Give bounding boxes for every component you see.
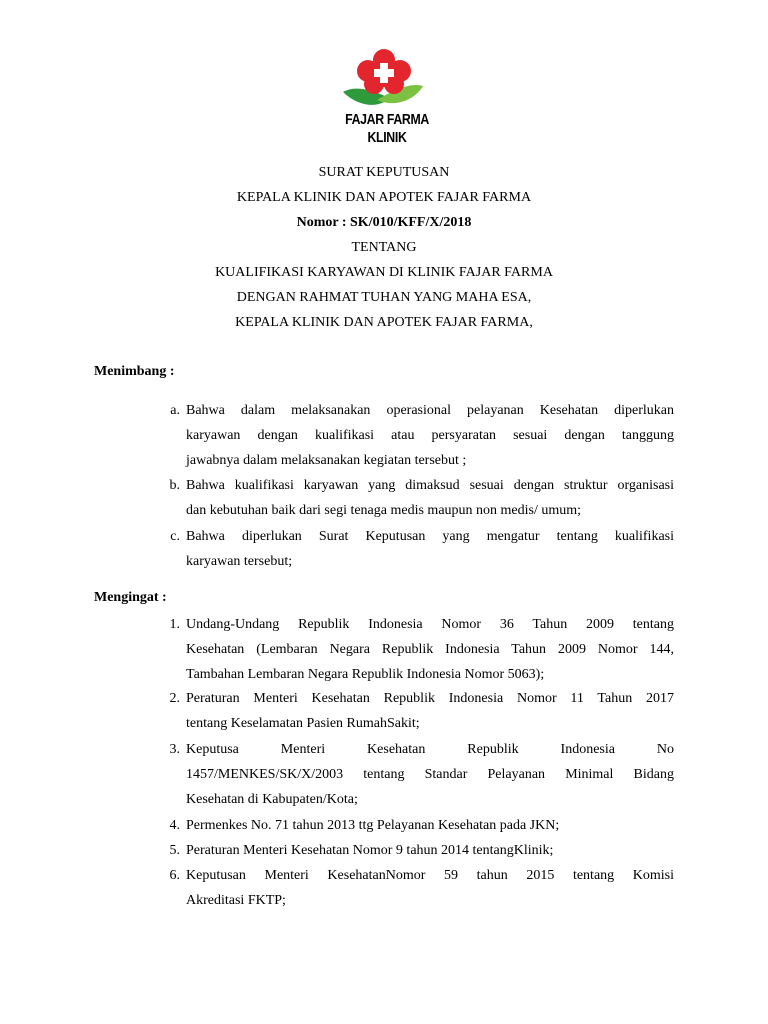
mengingat-item-text-line: Permenkes No. 71 tahun 2013 ttg Pelayanan Kesehatan pada JKN; (186, 818, 560, 833)
menimbang-item-marker: c. (170, 529, 180, 544)
menimbang-item-marker: b. (169, 478, 180, 493)
mengingat-item-marker: 2. (169, 691, 180, 706)
mengingat-item-text-line: Undang-Undang Republik Indonesia Nomor 36 Tahun 2009 tentang (186, 617, 674, 632)
header-number: Nomor : SK/010/KFF/X/2018 (296, 215, 472, 230)
mengingat-item-text-line: Kesehatan (Lembaran Negara Republik Indonesia Tahun 2009 Nomor 144, (186, 642, 674, 657)
mengingat-item-marker: 4. (169, 818, 180, 833)
header-invocation: DENGAN RAHMAT TUHAN YANG MAHA ESA, (236, 290, 532, 305)
mengingat-item-text-line: Tambahan Lembaran Negara Republik Indonesia Nomor 5063); (186, 667, 545, 682)
menimbang-label: Menimbang : (94, 364, 175, 379)
logo-brand-subtitle: KLINIK (367, 129, 407, 146)
mengingat-item-marker: 1. (169, 617, 180, 632)
mengingat-item-text-line: Kesehatan di Kabupaten/Kota; (186, 792, 358, 807)
header-issuer-repeat: KEPALA KLINIK DAN APOTEK FAJAR FARMA, (235, 315, 533, 330)
header-tentang: TENTANG (351, 240, 417, 255)
mengingat-item-text-line: Keputusan Menteri KesehatanNomor 59 tahun 2015 tentang Komisi (186, 868, 674, 883)
menimbang-item-marker: a. (170, 403, 180, 418)
mengingat-item-text-line: 1457/MENKES/SK/X/2003 tentang Standar Pelayanan Minimal Bidang (186, 767, 674, 782)
mengingat-item-text-line: Peraturan Menteri Kesehatan Republik Indonesia Nomor 11 Tahun 2017 (186, 691, 674, 706)
document-header (0, 160, 768, 335)
menimbang-item-text-line: jawabnya dalam melaksanakan kegiatan tersebut ; (186, 453, 467, 468)
header-title: SURAT KEPUTUSAN (318, 165, 450, 180)
mengingat-item-marker: 3. (169, 742, 180, 757)
menimbang-item-text-line: karyawan dengan kualifikasi atau persyaratan sesuai dengan tanggung (186, 428, 674, 443)
menimbang-item-text-line: karyawan tersebut; (186, 554, 293, 569)
clinic-flower-cross-logo-icon (337, 46, 431, 110)
logo-brand-name: FAJAR FARMA (345, 111, 429, 128)
menimbang-item-text-line: Bahwa diperlukan Surat Keputusan yang mengatur tentang kualifikasi (186, 529, 674, 544)
header-issuer: KEPALA KLINIK DAN APOTEK FAJAR FARMA (236, 190, 532, 205)
menimbang-item-text-line: dan kebutuhan baik dari segi tenaga medis maupun non medis/ umum; (186, 503, 582, 518)
clinic-logo (332, 46, 436, 152)
menimbang-item-text-line: Bahwa dalam melaksanakan operasional pelayanan Kesehatan diperlukan (186, 403, 674, 418)
mengingat-item-text-line: tentang Keselamatan Pasien RumahSakit; (186, 716, 420, 731)
menimbang-item-text-line: Bahwa kualifikasi karyawan yang dimaksud sesuai dengan struktur organisasi (186, 478, 674, 493)
mengingat-item-text-line: Akreditasi FKTP; (186, 893, 286, 908)
header-subject: KUALIFIKASI KARYAWAN DI KLINIK FAJAR FARMA (215, 265, 553, 280)
mengingat-label: Mengingat : (94, 590, 167, 605)
mengingat-item-marker: 5. (169, 843, 180, 858)
mengingat-item-marker: 6. (169, 868, 180, 883)
mengingat-item-text-line: Keputusa Menteri Kesehatan Republik Indonesia No (186, 742, 674, 757)
mengingat-item-text-line: Peraturan Menteri Kesehatan Nomor 9 tahun 2014 tentangKlinik; (186, 843, 554, 858)
